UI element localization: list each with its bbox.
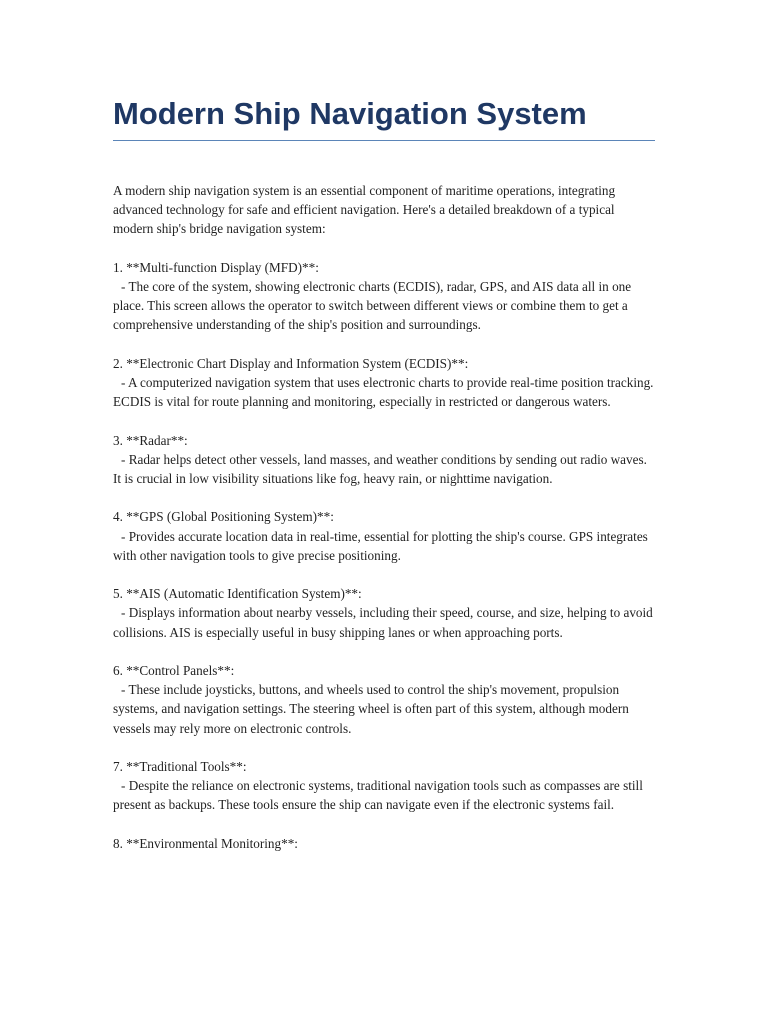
- list-item: [113, 258, 655, 335]
- document-title: Modern Ship Navigation System: [113, 96, 587, 131]
- item-description: - Displays information about nearby vessels, including their speed, course, and size, helping to avoid collisions. AIS is especially useful in busy shipping lanes or when approaching ports.: [113, 605, 653, 640]
- item-heading: 6. **Control Panels**:: [113, 662, 235, 678]
- item-heading: 3. **Radar**:: [113, 432, 188, 448]
- list-item: [113, 757, 655, 815]
- list-item: [113, 431, 655, 489]
- document-page: [113, 94, 655, 872]
- item-description: - Provides accurate location data in real-time, essential for plotting the ship's course. GPS integrates with other navigation tools to give precise positioning.: [113, 528, 648, 563]
- item-heading: 5. **AIS (Automatic Identification System)**:: [113, 586, 362, 602]
- item-description: - Despite the reliance on electronic systems, traditional navigation tools such as compasses are still present as backups. These tools ensure the ship can navigate even if the electronic systems fail.: [113, 778, 643, 813]
- item-description: - These include joysticks, buttons, and wheels used to control the ship's movement, propulsion systems, and navigation settings. The steering wheel is often part of this system, although modern vessels may rely more on electronic controls.: [113, 682, 629, 736]
- list-item: [113, 661, 655, 738]
- list-item: [113, 354, 655, 412]
- item-description: - The core of the system, showing electronic charts (ECDIS), radar, GPS, and AIS data all in one place. This screen allows the operator to switch between different views or combine them to get a comprehensive understanding of the ship's position and surroundings.: [113, 279, 632, 333]
- list-item: [113, 584, 655, 642]
- title-divider: [113, 140, 655, 141]
- item-heading: 2. **Electronic Chart Display and Information System (ECDIS)**:: [113, 355, 469, 371]
- intro-paragraph: A modern ship navigation system is an essential component of maritime operations, integrating advanced technology for safe and efficient navigation. Here's a detailed breakdown of a typical modern ship's bridge navigation system:: [113, 183, 616, 237]
- list-item: [113, 507, 655, 565]
- document-body: [113, 181, 655, 853]
- item-heading: 1. **Multi-function Display (MFD)**:: [113, 259, 319, 275]
- item-heading: 4. **GPS (Global Positioning System)**:: [113, 509, 334, 525]
- list-item: [113, 834, 655, 853]
- item-heading: 7. **Traditional Tools**:: [113, 758, 247, 774]
- item-heading: 8. **Environmental Monitoring**:: [113, 835, 298, 851]
- item-description: - Radar helps detect other vessels, land masses, and weather conditions by sending out radio waves. It is crucial in low visibility situations like fog, heavy rain, or nighttime navigation.: [113, 451, 647, 486]
- item-description: - A computerized navigation system that uses electronic charts to provide real-time position tracking. ECDIS is vital for route planning and monitoring, especially in restricted or dangerous waters.: [113, 375, 654, 410]
